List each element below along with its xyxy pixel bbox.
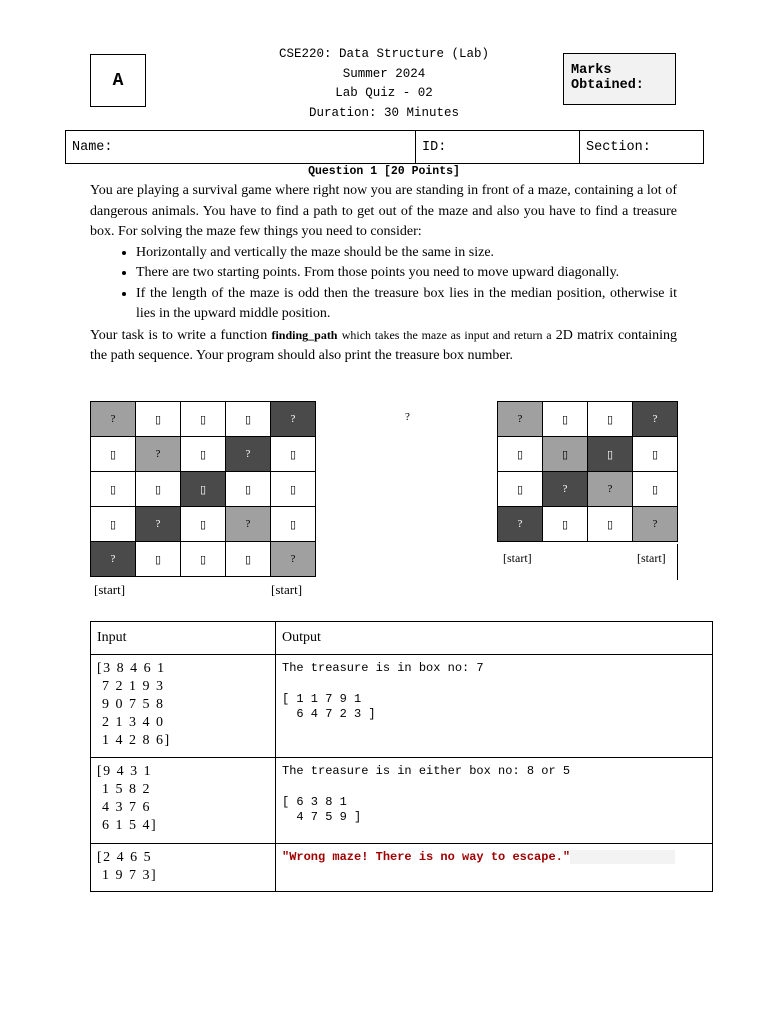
set-label: A	[112, 70, 124, 91]
maze2-cell: ▯	[633, 472, 678, 507]
maze2-cell: ▯	[633, 437, 678, 472]
maze1-row	[91, 542, 316, 577]
maze2-row	[498, 472, 678, 507]
maze-grid-5x5	[90, 401, 316, 577]
input-cell: [3 8 4 6 1 7 2 1 9 3 9 0 7 5 8 2 1 3 4 0 1 4 2 8 6]	[91, 655, 276, 758]
task-2d: 2D matrix	[555, 327, 614, 343]
maze1-row	[91, 472, 316, 507]
output-matrix-line: 6 4 7 2 3 ]	[282, 707, 376, 721]
maze2-cell: ?	[633, 507, 678, 542]
output-matrix-line: [ 1 1 7 9 1	[282, 691, 362, 706]
maze2-cell: ?	[543, 472, 588, 507]
maze2-row	[498, 437, 678, 472]
maze1-cell: ▯	[136, 402, 181, 437]
maze1-row	[91, 437, 316, 472]
maze1-cell: ▯	[181, 472, 226, 507]
output-cell	[276, 844, 713, 892]
input-cell: [9 4 3 1 1 5 8 2 4 3 7 6 6 1 5 4]	[91, 758, 276, 844]
name-field[interactable]	[66, 131, 415, 163]
output-matrix-line: 4 7 5 9 ]	[282, 810, 362, 824]
maze2-row	[498, 507, 678, 542]
maze2-cell: ▯	[543, 507, 588, 542]
maze1-cell: ?	[136, 437, 181, 472]
maze1-row	[91, 402, 316, 437]
table-row	[91, 844, 713, 892]
maze1-cell: ▯	[226, 402, 271, 437]
maze1-cell: ▯	[226, 472, 271, 507]
divider	[677, 544, 678, 580]
duration: Duration: 30 Minutes	[308, 105, 460, 120]
input-header: Input	[91, 622, 276, 655]
function-name: finding_path	[271, 327, 338, 342]
output-matrix-line: [ 6 3 8 1	[282, 794, 347, 809]
maze2-cell: ▯	[543, 402, 588, 437]
start-label-left-2: [start]	[503, 551, 532, 565]
maze1-row	[91, 507, 316, 542]
marks-obtained-box	[563, 53, 676, 105]
table-header-row	[91, 622, 713, 655]
table-row	[91, 758, 713, 844]
requirements-list	[90, 243, 677, 325]
id-field[interactable]	[415, 131, 579, 163]
maze2-cell: ▯	[543, 437, 588, 472]
maze1-cell: ▯	[136, 542, 181, 577]
maze2-cell: ▯	[588, 402, 633, 437]
question-title: Question 1 [20 Points]	[308, 165, 460, 178]
quiz-title: Lab Quiz - 02	[335, 86, 433, 100]
maze2-cell: ▯	[588, 437, 633, 472]
task-prefix: Your task is to write a function	[90, 327, 268, 343]
maze1-cell: ▯	[226, 542, 271, 577]
maze2-cell: ▯	[498, 437, 543, 472]
middle-question-mark: ?	[405, 411, 410, 423]
task-end: containing the path sequence. Your program should also print the treasure box number.	[90, 327, 678, 363]
maze1-cell: ?	[226, 437, 271, 472]
question-intro: You are playing a survival game where right now you are standing in front of a maze, containing a lot of dangerous animals. You have to find a path to get out of the maze and also you have to find a treasure box. For solving the maze few things you need to consider:	[90, 183, 677, 239]
task-mid: which takes the maze as input and return a	[341, 327, 552, 342]
start-label-left: [start]	[94, 582, 126, 597]
maze2-cell: ?	[498, 402, 543, 437]
document-header	[234, 45, 534, 123]
maze2-cell: ?	[633, 402, 678, 437]
output-line: The treasure is in box no: 7	[282, 661, 484, 675]
maze1-cell: ?	[91, 542, 136, 577]
student-info-row	[65, 130, 704, 164]
maze1-cell: ▯	[181, 507, 226, 542]
error-message: "Wrong maze! There is no way to escape."	[282, 850, 571, 865]
marks-label-line1: Marks	[571, 63, 612, 78]
maze1-cell: ▯	[91, 472, 136, 507]
table-row	[91, 655, 713, 758]
maze-grid-4x4	[497, 401, 678, 542]
start-label-right: [start]	[271, 582, 303, 597]
output-header: Output	[276, 622, 713, 655]
marks-label-line2: Obtained:	[571, 78, 644, 93]
maze1-cell: ▯	[91, 507, 136, 542]
task-description	[90, 325, 677, 367]
maze2-row	[498, 402, 678, 437]
requirement-item: • There are two starting points. From those points you need to move upward diagonally.	[136, 263, 677, 284]
maze1-cell: ?	[226, 507, 271, 542]
maze1-cell: ?	[271, 402, 316, 437]
maze2-cell: ?	[498, 507, 543, 542]
highlight-shade	[570, 850, 675, 864]
section-field[interactable]	[579, 131, 703, 163]
requirement-item: • Horizontally and vertically the maze should be the same in size.	[136, 243, 677, 264]
maze2-cell: ▯	[588, 507, 633, 542]
maze1-cell: ▯	[271, 472, 316, 507]
maze1-cell: ▯	[181, 437, 226, 472]
input-cell: [2 4 6 5 1 9 7 3]	[91, 844, 276, 892]
maze1-cell: ?	[91, 402, 136, 437]
maze1-cell: ?	[271, 542, 316, 577]
section-label: Section:	[586, 139, 651, 155]
question-body	[90, 181, 677, 367]
maze1-cell: ▯	[271, 507, 316, 542]
maze1-cell: ▯	[271, 437, 316, 472]
maze1-cell: ▯	[181, 402, 226, 437]
output-cell	[276, 655, 713, 758]
name-label: Name:	[72, 139, 113, 155]
course-title: CSE220: Data Structure (Lab)	[278, 47, 490, 61]
maze2-cell: ?	[588, 472, 633, 507]
output-line: The treasure is in either box no: 8 or 5	[282, 764, 571, 778]
term: Summer 2024	[342, 66, 426, 81]
id-label: ID:	[422, 139, 447, 155]
maze1-cell: ▯	[181, 542, 226, 577]
maze1-cell: ▯	[136, 472, 181, 507]
maze2-cell: ▯	[498, 472, 543, 507]
set-label-box	[90, 54, 146, 107]
maze1-cell: ▯	[91, 437, 136, 472]
io-table	[90, 621, 713, 892]
output-cell	[276, 758, 713, 844]
maze1-cell: ?	[136, 507, 181, 542]
start-label-right-2: [start]	[637, 551, 666, 565]
requirement-item: • If the length of the maze is odd then the treasure box lies in the median position, otherwise it lies in the upward middle position.	[136, 284, 677, 325]
